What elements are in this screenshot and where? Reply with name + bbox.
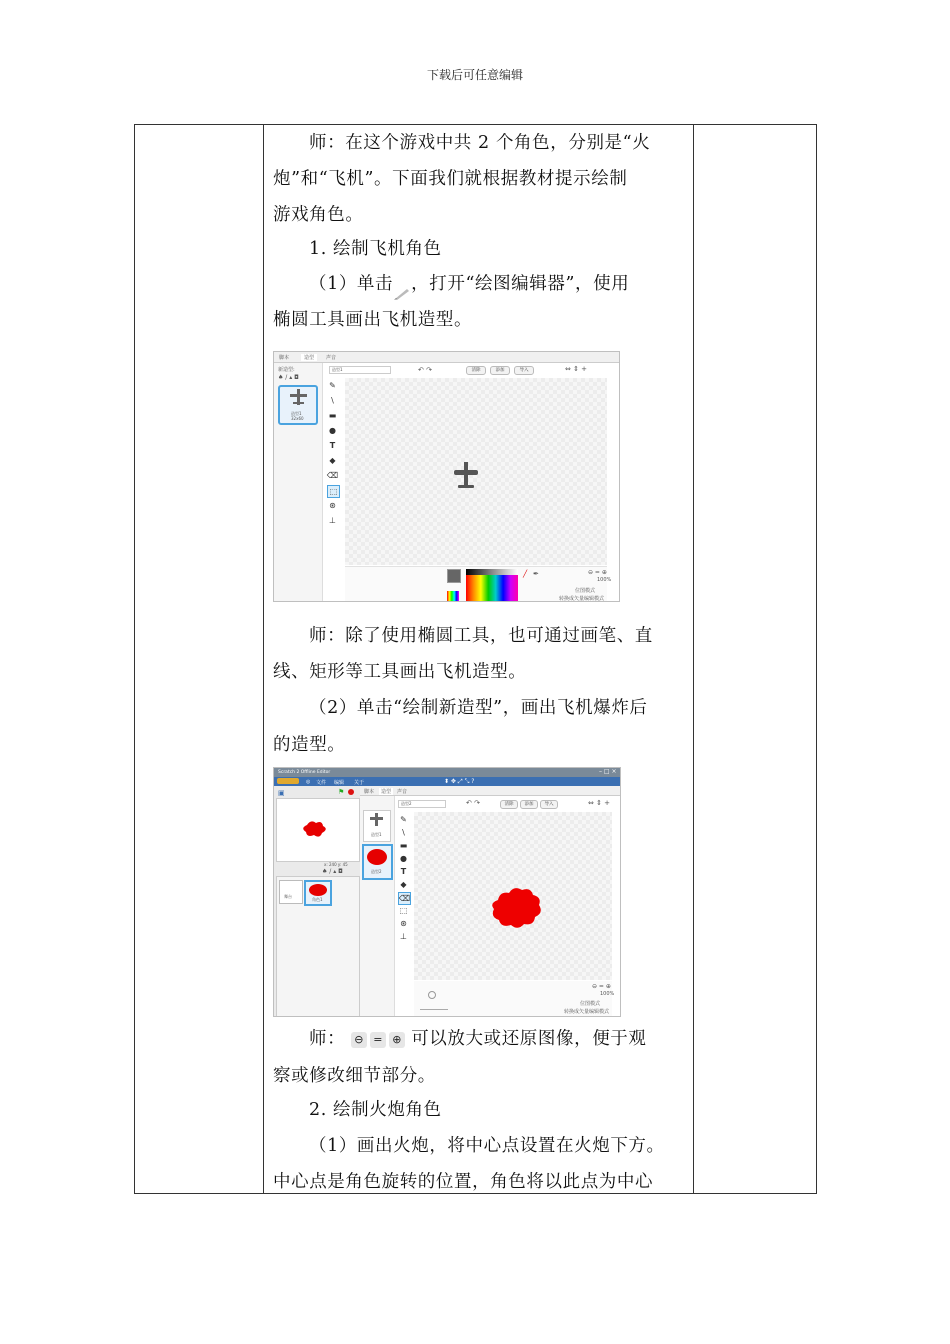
paragraph-1-line-3: 游戏角色。 (273, 205, 364, 225)
costume-list (274, 363, 323, 601)
zoom-in-icon: ⊕ (389, 1032, 405, 1048)
menu-edit[interactable]: 编辑 (334, 780, 345, 786)
costume-name: 造型1 (291, 411, 302, 416)
costume-name-input[interactable]: 造型1 (329, 366, 391, 374)
ellipse-icon[interactable]: ● (329, 426, 336, 435)
window-titlebar (274, 768, 620, 777)
ellipse-icon-2[interactable]: ● (400, 854, 407, 863)
stop-icon[interactable] (348, 789, 354, 795)
color-panel (345, 566, 612, 602)
menu-file[interactable]: 文件 (316, 780, 327, 786)
heading-draw-cannon: 2. 绘制火炮角色 (309, 1100, 442, 1120)
tab-costumes[interactable]: 造型 (301, 354, 317, 361)
canvas-2[interactable] (414, 812, 612, 980)
fullscreen-icon[interactable]: ▣ (278, 789, 285, 797)
stage-panel (274, 786, 360, 1016)
paint-brush-icon (393, 278, 411, 292)
eyedropper-icon[interactable]: ✒ (533, 570, 539, 578)
editor-panel (360, 786, 620, 1016)
step-1-line-1 (309, 266, 723, 302)
fill-icon[interactable]: ◆ (329, 456, 336, 465)
paint-toolbar-2 (398, 812, 410, 962)
undo-redo-icons-2[interactable]: ↶ ↷ (466, 799, 480, 807)
left-column (135, 125, 264, 1194)
brush-size-slider[interactable] (420, 1009, 448, 1010)
line-icon-2[interactable]: \ (402, 828, 405, 837)
paint-toolbar (327, 378, 341, 528)
paragraph-2-line-1: 师：除了使用椭圆工具，也可通过画笔、直 (309, 626, 653, 646)
convert-vector-button-2[interactable]: 转换成矢量编辑模式 (564, 1009, 610, 1015)
new-costume-label: 新造型: (278, 367, 295, 373)
new-sprite-icons[interactable]: ♠ / ▴ ◘ (322, 868, 343, 875)
zoom-level: 100% (597, 577, 612, 583)
add-button-2[interactable]: 添加 (520, 800, 538, 809)
eraser-icon[interactable]: ⌫ (326, 471, 339, 480)
scratch-logo (277, 778, 299, 784)
stage-thumbnail[interactable]: 舞台 (279, 880, 303, 904)
fill-icon-2[interactable]: ◆ (400, 880, 407, 889)
select-icon[interactable]: ⬚ (327, 485, 340, 498)
paint-editor-screenshot-1 (273, 351, 620, 602)
costume-list-2 (360, 796, 395, 1016)
step-3-line-2: 中心点是角色旋转的位置，角色将以此点为中心 (273, 1172, 654, 1192)
equal-icon: = (370, 1032, 386, 1048)
explosion-costume (414, 812, 612, 980)
sprite-list (276, 876, 360, 1017)
menu-bar (274, 777, 620, 786)
zoom-out-icon: ⊖ (351, 1032, 367, 1048)
current-color-swatch[interactable] (447, 569, 461, 583)
tab-scripts-2[interactable]: 脚本 (364, 789, 375, 795)
paragraph-3-text-a: 师： (309, 1029, 346, 1049)
green-flag-icon[interactable]: ⚑ (338, 788, 345, 796)
select-icon-2[interactable]: ⬚ (399, 906, 408, 915)
paint-editor-screenshot-2 (273, 767, 621, 1017)
tab-bar-2 (360, 786, 620, 796)
step-2-line-1: （2）单击“绘制新造型”，画出飞机爆炸后 (309, 698, 648, 718)
stage[interactable] (276, 798, 360, 862)
toolbar-icons[interactable]: ⬍ ✥ ⤢ ⤡ ? (444, 778, 475, 785)
window-controls[interactable]: – □ × (599, 768, 617, 775)
window-title: Scratch 2 Offline Editor (278, 770, 331, 775)
sprite-thumbnail[interactable]: 角色1 (304, 880, 332, 906)
clear-button[interactable]: 清除 (466, 366, 486, 375)
clone-icon[interactable]: ⊛ (329, 501, 336, 510)
zoom-level-2: 100% (600, 991, 615, 997)
costume-1-thumbnail[interactable]: 造型1 (363, 810, 391, 842)
menu-about[interactable]: 关于 (354, 780, 365, 786)
step-1-text-a: （1）单击 (309, 274, 394, 294)
stamp-icon[interactable]: ⊥ (329, 516, 336, 525)
paragraph-3-text-b: 可以放大或还原图像，便于观 (411, 1029, 647, 1049)
clear-button-2[interactable]: 清除 (500, 800, 518, 809)
flip-icons-2[interactable]: ⇔ ⇕ + (588, 799, 611, 807)
paragraph-3-line-1 (309, 1021, 723, 1057)
zoom-controls[interactable]: ⊖ = ⊕ (588, 569, 607, 576)
convert-vector-button[interactable]: 转换成矢量编辑模式 (559, 596, 605, 602)
tab-sounds[interactable]: 声音 (326, 355, 337, 361)
eraser-icon-2[interactable]: ⌫ (398, 894, 411, 903)
color-palette[interactable] (466, 569, 518, 601)
costume-tool-icons[interactable]: ♠ / ▴ ◘ (278, 374, 299, 381)
no-color-icon[interactable]: ╱ (523, 570, 528, 578)
brush-icon[interactable]: ✎ (329, 381, 336, 390)
canvas[interactable] (345, 378, 607, 565)
tab-scripts[interactable]: 脚本 (279, 355, 290, 361)
stage-coordinates: x: 240 y: 45 (324, 862, 348, 867)
page-header: 下载后可任意编辑 (426, 68, 523, 82)
color-picker-icon[interactable] (447, 591, 459, 601)
tab-costumes-2[interactable]: 造型 (381, 789, 392, 795)
step-1-line-2: 椭圆工具画出飞机造型。 (273, 310, 473, 330)
lesson-table (134, 124, 817, 1194)
bitmap-mode-label: 位图模式 (575, 588, 596, 594)
text-icon-2[interactable]: T (400, 867, 407, 876)
paragraph-1-line-2: 炮”和“飞机”。下面我们就根据教材提示绘制 (273, 169, 628, 189)
paragraph-2-line-2: 线、矩形等工具画出飞机造型。 (273, 662, 527, 682)
zoom-controls-2[interactable]: ⊖ = ⊕ (592, 983, 611, 990)
globe-icon[interactable]: ◎ (306, 779, 311, 785)
brush-size-indicator (428, 991, 436, 999)
line-icon[interactable]: \ (331, 396, 334, 405)
costume-thumbnail[interactable] (278, 385, 318, 425)
stamp-icon-2[interactable]: ⊥ (400, 932, 407, 941)
content-column (264, 125, 694, 1194)
flip-icons[interactable]: ⇔ ⇕ + (565, 365, 588, 373)
import-button-2[interactable]: 导入 (540, 800, 558, 809)
costume-size: 32x60 (291, 416, 304, 421)
bottom-panel-2 (414, 981, 615, 1016)
tab-bar (274, 352, 619, 363)
costume-name-input-2[interactable]: 造型2 (398, 800, 446, 808)
heading-draw-plane: 1. 绘制飞机角色 (309, 239, 442, 259)
zoom-buttons (351, 1032, 405, 1048)
rectangle-icon[interactable]: ▬ (328, 411, 337, 420)
step-2-line-2: 的造型。 (273, 735, 346, 755)
editor-area (323, 363, 619, 601)
rectangle-icon-2[interactable]: ▬ (399, 841, 408, 850)
step-3-line-1: （1）画出火炮，将中心点设置在火炮下方。 (309, 1136, 665, 1156)
brush-icon-2[interactable]: ✎ (400, 815, 407, 824)
paragraph-1-line-1: 师：在这个游戏中共 2 个角色，分别是“火 (309, 133, 651, 153)
step-1-text-b: ，打开“绘图编辑器”，使用 (411, 274, 630, 294)
clone-icon-2[interactable]: ⊛ (400, 919, 407, 928)
import-button[interactable]: 导入 (514, 366, 534, 375)
paragraph-3-line-2: 察或修改细节部分。 (273, 1066, 436, 1086)
bitmap-mode-label-2: 位图模式 (580, 1001, 601, 1007)
costume-2-thumbnail[interactable]: 造型2 (362, 844, 393, 880)
undo-redo-icons[interactable]: ↶ ↷ (418, 366, 432, 374)
plane-costume (345, 378, 607, 565)
tab-sounds-2[interactable]: 声音 (397, 789, 408, 795)
add-button[interactable]: 添加 (490, 366, 510, 375)
text-icon[interactable]: T (329, 441, 336, 450)
